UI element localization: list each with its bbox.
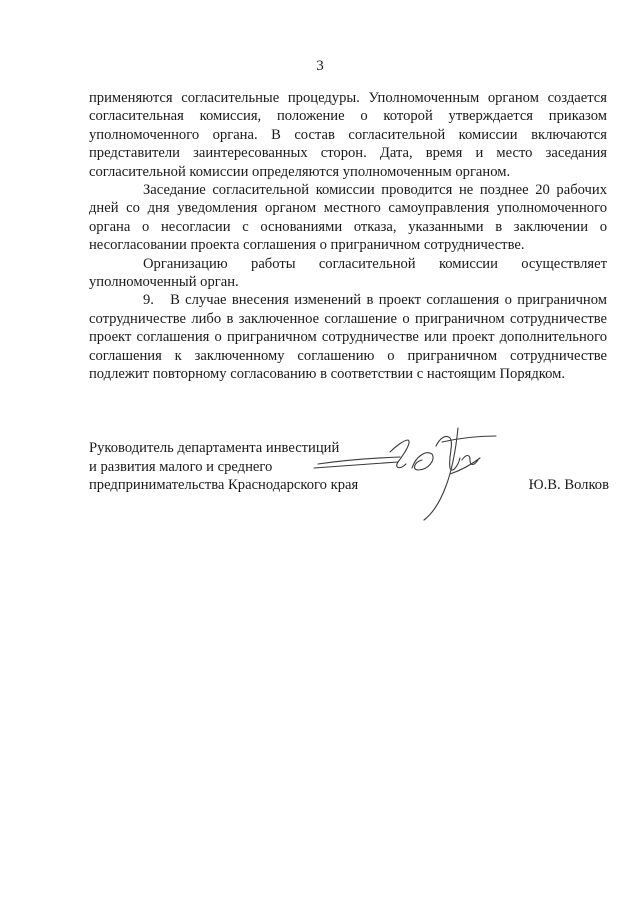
document-body	[89, 89, 607, 384]
signatory-position-line-3: предпринимательства Краснодарского края	[89, 477, 359, 494]
signature-block	[89, 439, 609, 495]
signatory-name: Ю.В. Волков	[528, 477, 609, 494]
paragraph-item-9: 9. В случае внесения изменений в проект соглашения о приграничном сотрудничестве либо в заключенное соглашение о приграничном сотрудничестве проект соглашения о приграничном сотрудничестве или проект дополнительного соглашения к заключенному соглашению о приграничном сотрудничестве подлежит повторному согласованию в соответствии с настоящим Порядком.	[89, 292, 607, 383]
signatory-position-line-1: Руководитель департамента инвестиций	[89, 440, 340, 456]
paragraph-commission-meeting: Заседание согласительной комиссии проводится не позднее 20 рабочих дней со дня уведомления органом местного самоуправления уполномоченного органа о несогласии с основаниями отказа, указанными в заключении о несогласовании проекта соглашения о приграничном сотрудничестве.	[89, 182, 607, 254]
signatory-position-line-2: и развития малого и среднего	[89, 458, 273, 475]
paragraph-commission-organization: Организацию работы согласительной комиссии осуществляет уполномоченный орган.	[89, 255, 607, 291]
page-number: 3	[316, 58, 324, 74]
paragraph-conciliation-procedures: применяются согласительные процедуры. Уполномоченным органом создается согласительная комиссия, положение о которой утверждается приказом уполномоченного органа. В состав согласительной комиссии включаются представители заинтересованных сторон. Дата, время и место заседания согласительной комиссии определяются уполномоченным органом.	[89, 90, 607, 180]
